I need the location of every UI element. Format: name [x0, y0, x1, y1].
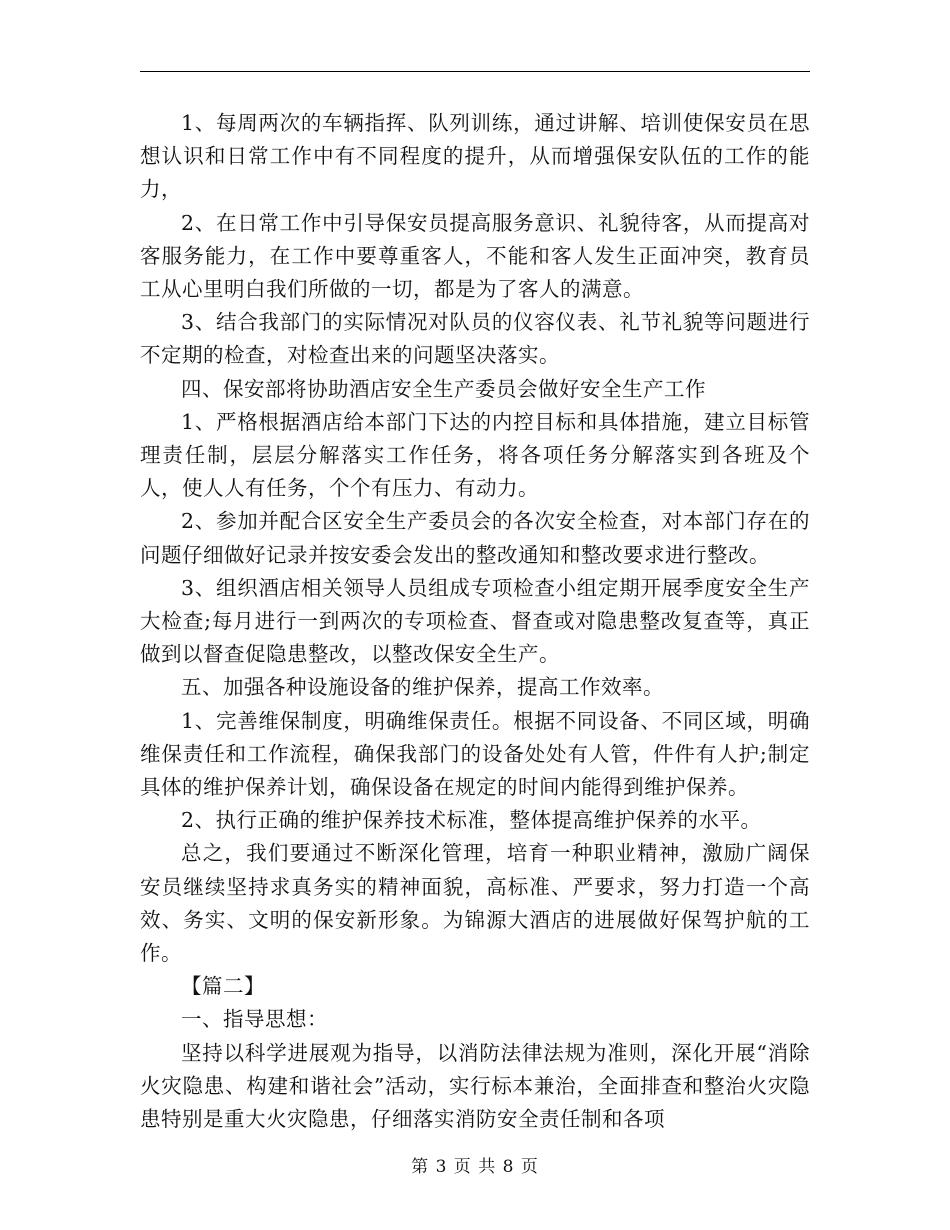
document-body — [140, 107, 810, 1136]
paragraph-3: 3、结合我部门的实际情况对队员的仪容仪表、礼节礼貌等问题进行不定期的检查，对检查出来的问题坚决落实。 — [140, 310, 810, 368]
section-heading-4: 四、保安部将协助酒店安全生产委员会做好安全生产工作 — [181, 376, 706, 401]
paragraph-guiding: 坚持以科学进展观为指导，以消防法律法规为准则，深化开展“消除火灾隐患、构建和谐社会”活动，实行标本兼治，全面排查和整治火灾隐患特别是重大火灾隐患，仔细落实消防安全责任制和各项 — [140, 1040, 810, 1132]
paragraph-7: 3、组织酒店相关领导人员组成专项检查小组定期开展季度安全生产大检查;每月进行一到两次的专项检查、督查或对隐患整改复查等，真正做到以督查促隐患整改，以整改保安全生产。 — [140, 575, 810, 667]
section-heading-guiding: 一、指导思想： — [181, 1007, 328, 1032]
section-heading-5: 五、加强各种设施设备的维护保养，提高工作效率。 — [181, 675, 664, 700]
header-rule — [140, 71, 810, 72]
paragraph-1: 1、每周两次的车辆指挥、队列训练，通过讲解、培训使保安员在思想认识和日常工作中有不同程度的提升，从而增强保安队伍的工作的能力， — [140, 111, 810, 202]
paragraph-9: 1、完善维保制度，明确维保责任。根据不同设备、不同区域，明确维保责任和工作流程，确保我部门的设备处处有人管，件件有人护;制定具体的维护保养计划，确保设备在规定的时间内能得到维护保养。 — [140, 708, 810, 800]
chapter-heading: 【篇二】 — [181, 974, 265, 999]
paragraph-5: 1、严格根据酒店给本部门下达的内控目标和具体措施，建立目标管理责任制，层层分解落实工作任务，将各项任务分解落实到各班及个人，使人人有任务，个个有压力、有动力。 — [140, 409, 810, 501]
page-number: 第 3 页 共 8 页 — [411, 1157, 539, 1177]
paragraph-6: 2、参加并配合区安全生产委员会的各次安全检查，对本部门存在的问题仔细做好记录并按安委会发出的整改通知和整改要求进行整改。 — [140, 509, 810, 567]
paragraph-summary: 总之，我们要通过不断深化管理，培育一种职业精神，激励广阔保安员继续坚持求真务实的精神面貌，高标准、严要求，努力打造一个高效、务实、文明的保安新形象。为锦源大酒店的进展做好保驾护航的工作。 — [140, 841, 810, 966]
paragraph-10: 2、执行正确的维护保养技术标准，整体提高维护保养的水平。 — [181, 808, 762, 833]
paragraph-2: 2、在日常工作中引导保安员提高服务意识、礼貌待客，从而提高对客服务能力，在工作中要尊重客人，不能和客人发生正面冲突，教育员工从心里明白我们所做的一切，都是为了客人的满意。 — [140, 210, 810, 302]
